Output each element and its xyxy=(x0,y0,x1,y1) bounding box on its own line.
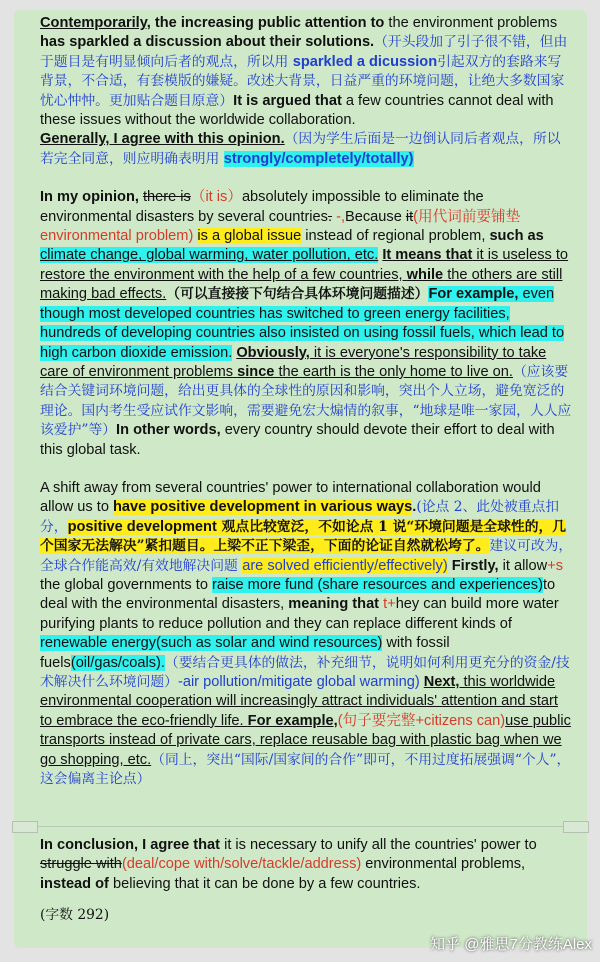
essay-paragraph-intro xyxy=(40,14,573,130)
text-run: sparkled a dicussion xyxy=(292,53,438,70)
text-run: . xyxy=(412,499,417,516)
text-run: (oil/gas/coals) xyxy=(70,654,161,671)
text-run: In conclusion, I agree that xyxy=(40,837,221,853)
text-run: climate change, global warming, water pollution, etc. xyxy=(40,247,379,264)
text-run: Generally, I agree with this opinion. xyxy=(40,131,285,148)
text-run: struggle with xyxy=(40,856,122,873)
text-run: are solved efficiently/effectively) xyxy=(242,557,448,574)
text-run: Contemporarily, xyxy=(40,15,151,31)
text-run: （因为学生后面是一边倒认同后者观点，所以若完全同意，则应明确表明用 xyxy=(40,131,561,167)
text-run: this worldwide environmental cooperation will increasingly attract individuals' attention and start to embrace the eco-friendly life. xyxy=(40,674,558,729)
essay-paragraph-opinion xyxy=(40,130,573,169)
text-run: （同上，突出“国际/国家间的合作”即可，不用过度拓展强调“个人”，这会偏离主论点） xyxy=(40,751,571,788)
text-run: a few countries cannot deal with these issues without the worldwide collaboration. xyxy=(40,92,554,129)
text-run: since xyxy=(237,363,275,380)
text-run: it xyxy=(405,208,414,225)
text-run: such as xyxy=(489,228,544,245)
text-run: 观点比较宽泛，不如论点 1 说“环境问题是全球性的，几个国家无法解决”紧扣题目。上梁不正下梁歪，下面的论证自然就松垮了。 xyxy=(40,518,567,555)
text-run: （应该要结合关键词环境问题，给出更具体的全球性的原因和影响，突出个人立场，避免宽泛的理论。国内考生受应试作文影响，需要避免宏大煽情的叙事，“地球是唯一家园，人人应该爱护”等） xyxy=(40,363,572,439)
text-run: hey can build more water purifying plants to reduce pollution and they can replace different kinds of xyxy=(40,596,559,632)
text-run: renewable energy(such as solar and wind resources) xyxy=(40,635,383,652)
text-run: it is necessary to unify all the countries' power to xyxy=(220,837,537,853)
text-run: Obviously, xyxy=(236,344,310,361)
text-run: Firstly, xyxy=(451,557,499,574)
text-run: In other words, xyxy=(116,422,221,439)
text-run: In my opinion, xyxy=(40,189,139,206)
text-run: the others are still making bad effects. xyxy=(40,266,563,303)
divider-handle-left xyxy=(12,821,38,833)
text-run: (用代词前要铺垫environmental problem) xyxy=(40,208,521,245)
text-run: t+ xyxy=(383,596,396,613)
text-run: . xyxy=(160,654,165,671)
text-run: with fossil fuels xyxy=(40,635,450,671)
text-run: (论点 2、此处被重点扣分， xyxy=(40,499,560,535)
text-run: meaning that xyxy=(288,596,380,613)
text-run: positive development xyxy=(67,518,217,535)
text-run: it is everyone's responsibility to take care of environment problems xyxy=(40,344,547,380)
text-run: instead of regional problem, xyxy=(301,228,490,245)
text-run: has sparkled a discussion about their solutions. xyxy=(40,34,375,51)
text-run: +s xyxy=(547,557,564,574)
text-run: -, xyxy=(332,208,346,225)
text-run: absolutely impossible to eliminate the environmental disasters by several countries xyxy=(40,189,484,225)
text-run: （it is） xyxy=(190,189,242,206)
text-run: believing that it can be done by a few countries. xyxy=(108,875,421,892)
text-run: (句子要完整+citizens can) xyxy=(337,712,506,729)
text-run: (deal/cope with/solve/tackle/address) xyxy=(121,856,362,873)
text-run: For example, xyxy=(247,712,338,729)
text-run: have positive development in various ways xyxy=(113,499,413,516)
text-run: to deal with the environmental disasters, xyxy=(40,576,556,613)
text-run: （可以直接接下句结合具体环境问题描述） xyxy=(166,286,429,303)
text-run: -air pollution/mitigate global warming) xyxy=(177,674,420,690)
text-run: 引起双方的套路来写背景，不合适，有套模版的嫌疑。改述大背景，日益严重的环境问题，让绝大多数国家忧心忡忡。更加贴合题目原意） xyxy=(40,53,565,109)
word-count: (字数 292) xyxy=(40,907,110,923)
text-run: . xyxy=(327,208,333,225)
text-run: the global governments to xyxy=(40,576,212,593)
text-run: （要结合更具体的做法，补充细节，说明如何利用更充分的资金/技术解决什么环境问题） xyxy=(40,654,570,690)
text-run: A shift away from several countries' power to international collaboration would allow us to xyxy=(40,479,541,516)
text-run: environmental problems, xyxy=(361,856,526,873)
text-run: the increasing public attention to xyxy=(150,15,385,31)
text-run: use public transports instead of private cars, replace reusable bag with plastic bag when we go shopping, etc. xyxy=(40,712,571,768)
text-run: is a global issue xyxy=(197,228,302,245)
text-run: every country should devote their effort to deal with this global task. xyxy=(40,422,555,458)
text-run: Next, xyxy=(423,674,460,690)
text-run: instead of xyxy=(40,875,109,892)
divider-handle-right xyxy=(563,821,589,833)
text-run: It means that xyxy=(382,247,473,264)
text-run: while xyxy=(406,266,444,283)
text-run: even though most developed countries has switched to green energy facilities, hundreds of developing countries also insisted on using fossil fuels, which lead to high carbon dioxide emission. xyxy=(40,286,565,361)
text-run: Because xyxy=(345,208,406,225)
text-run: there is xyxy=(142,189,191,206)
text-run: it is useless to restore the environment with the help of a few countries, xyxy=(40,247,569,283)
text-run: strongly/completely/totally) xyxy=(223,150,414,167)
essay-paragraph-conclusion xyxy=(40,836,573,894)
essay-paragraph-body-2 xyxy=(40,479,573,790)
text-run: 建议可改为，全球合作能高效/有效地解决问题 xyxy=(40,538,573,574)
section-divider xyxy=(14,826,587,827)
text-run: （开头段加了引子很不错，但由于题目是有明显倾向后者的观点，所以用 xyxy=(40,34,568,70)
text-run: it allow xyxy=(498,557,548,574)
essay-page xyxy=(14,10,587,948)
essay-paragraph-body-1 xyxy=(40,188,573,460)
text-run: It is argued that xyxy=(233,92,342,109)
text-run: raise more fund (share resources and experiences) xyxy=(212,576,543,593)
watermark: 知乎 @雅思7分教练Alex xyxy=(430,936,592,953)
text-run: the environment problems xyxy=(384,15,558,31)
text-run: For example, xyxy=(428,286,519,303)
text-run: the earth is the only home to live on. xyxy=(274,363,513,380)
